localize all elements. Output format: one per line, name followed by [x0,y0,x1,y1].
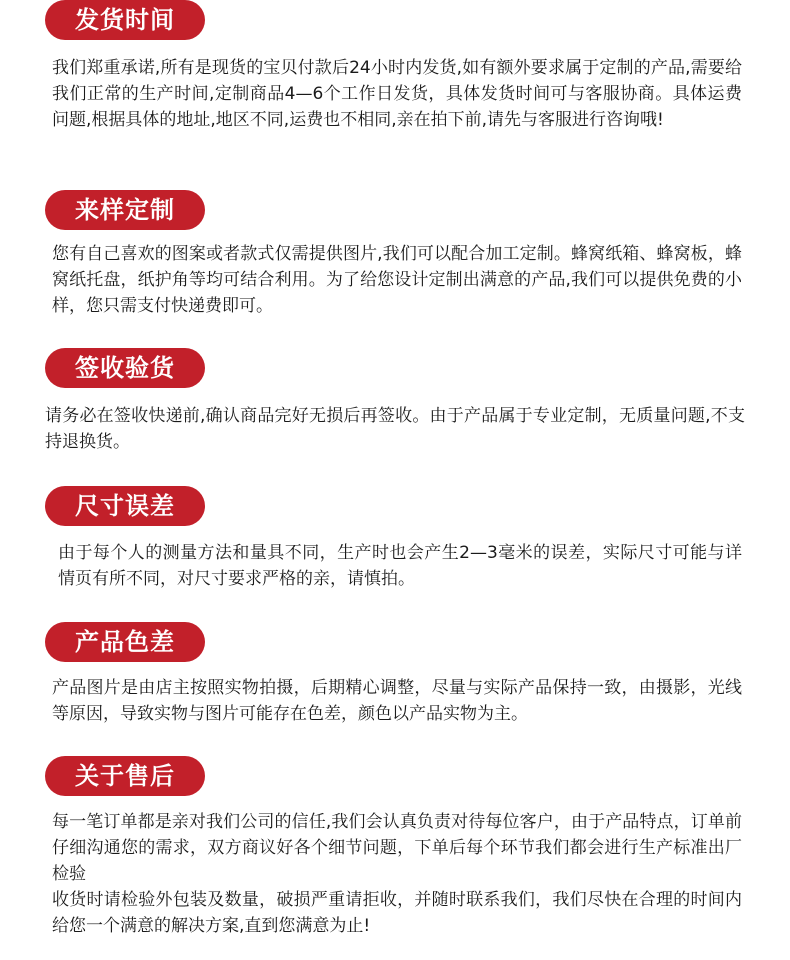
paragraph: 产品图片是由店主按照实物拍摄，后期精心调整，尽量与实际产品保持一致，由摄影，光线等原因，导致实物与图片可能存在色差，颜色以产品实物为主。 [52,678,742,724]
section-body [52,241,742,319]
paragraph: 由于每个人的测量方法和量具不同，生产时也会产生2—3毫米的误差，实际尺寸可能与详情页有所不同，对尺寸要求严格的亲，请慎拍。 [58,543,742,589]
section-body [58,540,742,592]
paragraph: 请务必在签收快递前,确认商品完好无损后再签收。由于产品属于专业定制，无质量问题,不支持退换货。 [45,406,745,452]
section-body [52,809,742,939]
paragraph: 每一笔订单都是亲对我们公司的信任,我们会认真负责对待每位客户，由于产品特点，订单前仔细沟通您的需求，双方商议好各个细节问题，下单后每个环节我们都会进行生产标准出厂检验 [52,812,742,884]
paragraph: 我们郑重承诺,所有是现货的宝贝付款后24小时内发货,如有额外要求属于定制的产品,需要给我们正常的生产时间,定制商品4—6个工作日发货，具体发货时间可与客服协商。具体运费问题,根据具体的地址,地区不同,运费也不相同,亲在拍下前,请先与客服进行咨询哦! [52,58,742,130]
section-heading-badge: 关于售后 [45,756,205,796]
section-heading-badge: 签收验货 [45,348,205,388]
paragraph: 您有自己喜欢的图案或者款式仅需提供图片,我们可以配合加工定制。蜂窝纸箱、蜂窝板，蜂窝纸托盘，纸护角等均可结合利用。为了给您设计定制出满意的产品,我们可以提供免费的小样，您只需支付快递费即可。 [52,244,742,316]
section-body [52,675,742,727]
paragraph: 收货时请检验外包装及数量，破损严重请拒收，并随时联系我们，我们尽快在合理的时间内给您一个满意的解决方案,直到您满意为止! [52,890,742,936]
section-body [52,55,742,133]
section-heading-badge: 来样定制 [45,190,205,230]
section-heading-badge: 产品色差 [45,622,205,662]
section-body [45,403,745,455]
section-heading-badge: 发货时间 [45,0,205,40]
section-heading-badge: 尺寸误差 [45,486,205,526]
